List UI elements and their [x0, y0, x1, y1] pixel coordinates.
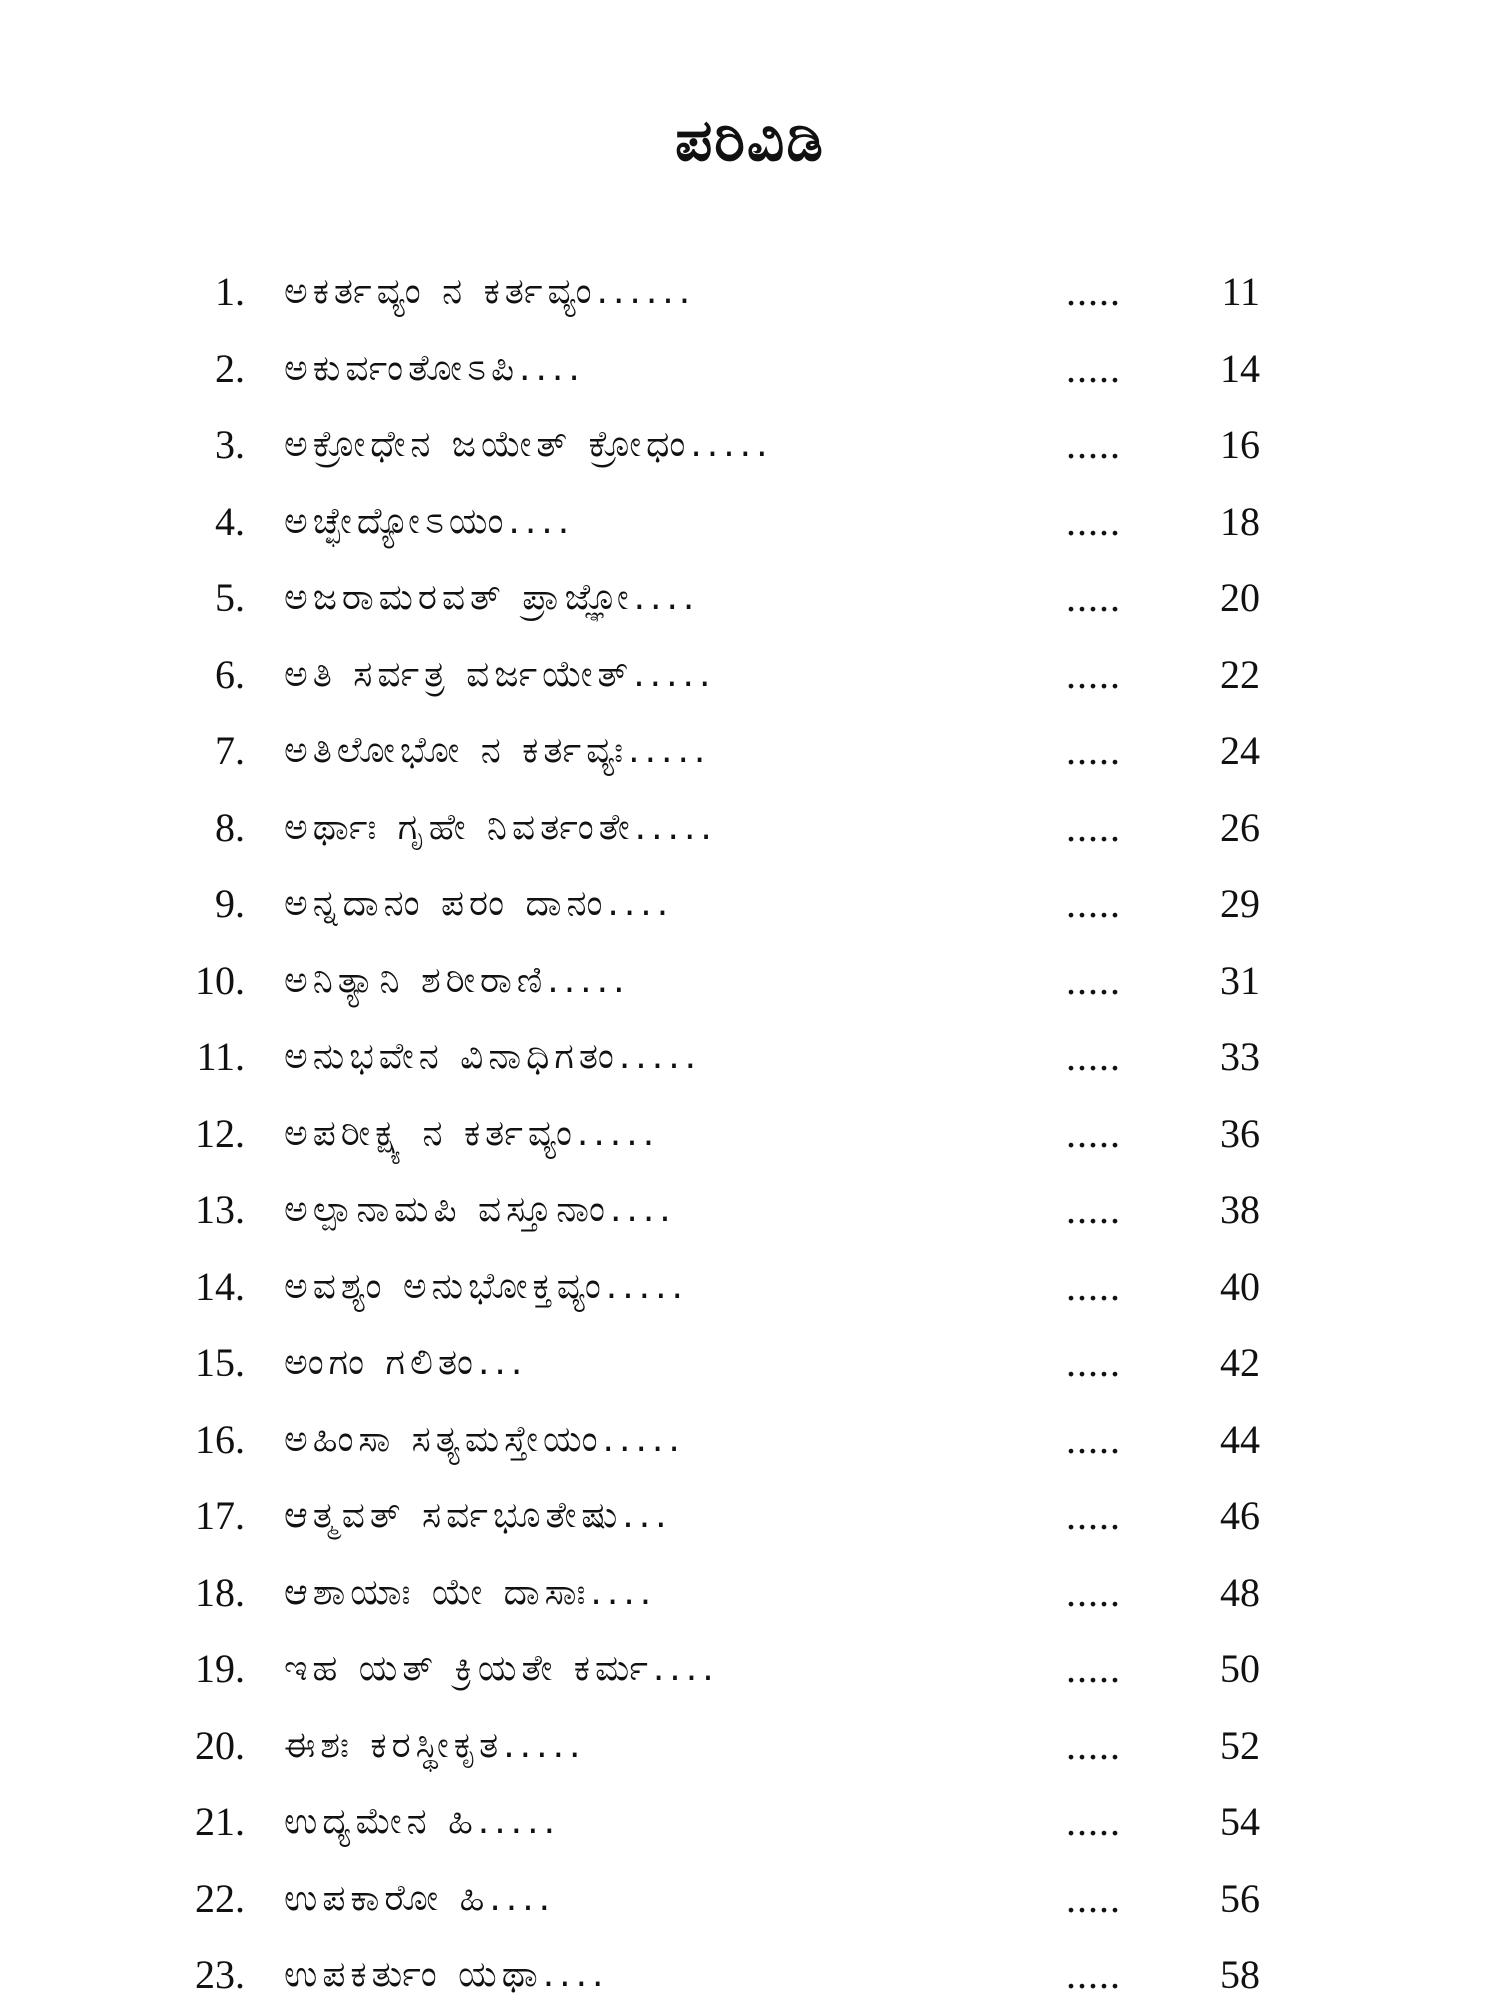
- entry-title: ಉಪಕರ್ತುಂ ಯಥಾ....: [284, 1954, 609, 1995]
- entry-title: ಅಪರೀಕ್ಷ್ಯ ನ ಕರ್ತವ್ಯಂ.....: [284, 1112, 660, 1154]
- entry-number: 7.: [215, 728, 245, 773]
- entry-page-number: 48: [1220, 1569, 1260, 1615]
- toc-entry[interactable]: [0, 639, 1500, 716]
- entry-page-number: 42: [1220, 1340, 1260, 1385]
- entry-number: 8.: [215, 804, 245, 850]
- entry-number: 5.: [215, 575, 245, 620]
- toc-entry[interactable]: [0, 792, 1500, 869]
- entry-number: 2.: [215, 345, 245, 391]
- entry-title: ಉದ್ಯಮೇನ ಹಿ.....: [284, 1801, 561, 1842]
- toc-entry[interactable]: [0, 868, 1500, 945]
- dot-leader: .....: [1066, 1416, 1121, 1462]
- entry-page-number: 14: [1220, 345, 1260, 391]
- entry-title: ಅತಿ ಸರ್ವತ್ರ ವರ್ಜಯೇತ್.....: [284, 653, 716, 695]
- dot-leader: .....: [1066, 1799, 1121, 1844]
- entry-title: ಆತ್ಮವತ್ ಸರ್ವಭೂತೇಷು...: [284, 1495, 672, 1536]
- page-title: ಪರಿವಿಡಿ: [675, 105, 825, 174]
- entry-title: ಅಕುರ್ವಂತೋಽಪಿ....: [284, 347, 585, 389]
- dot-leader: .....: [1066, 1187, 1121, 1232]
- entry-page-number: 52: [1220, 1722, 1260, 1768]
- entry-title: ಆಶಾಯಾಃ ಯೇ ದಾಸಾಃ....: [284, 1571, 657, 1613]
- entry-number: 1.: [215, 269, 245, 314]
- entry-title: ಅಕ್ರೋಧೇನ ಜಯೇತ್ ಕ್ರೋಧಂ.....: [284, 424, 773, 465]
- dot-leader: .....: [1066, 881, 1121, 926]
- dot-leader: .....: [1066, 1034, 1121, 1079]
- entry-number: 21.: [195, 1799, 245, 1844]
- dot-leader: .....: [1066, 1340, 1121, 1385]
- dot-leader: .....: [1066, 1569, 1121, 1615]
- toc-entry[interactable]: [0, 715, 1500, 792]
- toc-entry[interactable]: [0, 1786, 1500, 1863]
- toc-entry[interactable]: [0, 945, 1500, 1022]
- dot-leader: .....: [1066, 651, 1121, 697]
- entry-number: 3.: [215, 422, 245, 467]
- toc-entry[interactable]: [0, 1174, 1500, 1251]
- entry-title: ಅಕರ್ತವ್ಯಂ ನ ಕರ್ತವ್ಯಂ......: [284, 271, 696, 312]
- entry-number: 16.: [195, 1416, 245, 1462]
- table-of-contents: [0, 256, 1500, 2016]
- entry-title: ಅನಿತ್ಯಾನಿ ಶರೀರಾಣಿ.....: [284, 959, 630, 1001]
- toc-entry[interactable]: [0, 1480, 1500, 1557]
- entry-title: ಇಹ ಯತ್ ಕ್ರಿಯತೇ ಕರ್ಮ....: [284, 1648, 719, 1689]
- toc-entry[interactable]: [0, 256, 1500, 333]
- entry-page-number: 33: [1220, 1034, 1260, 1079]
- dot-leader: .....: [1066, 804, 1121, 850]
- entry-title: ಅವಶ್ಯಂ ಅನುಭೋಕ್ತವ್ಯಂ.....: [284, 1265, 688, 1307]
- toc-entry[interactable]: [0, 1939, 1500, 2016]
- entry-number: 17.: [195, 1493, 245, 1538]
- entry-number: 6.: [215, 651, 245, 697]
- entry-page-number: 18: [1220, 498, 1260, 544]
- entry-page-number: 22: [1220, 651, 1260, 697]
- entry-title: ಅಚ್ಛೇದ್ಯೋಽಯಂ....: [284, 500, 575, 542]
- entry-title: ಅಹಿಂಸಾ ಸತ್ಯಮಸ್ತೇಯಂ.....: [284, 1418, 685, 1460]
- entry-number: 23.: [195, 1952, 245, 1997]
- entry-number: 9.: [215, 881, 245, 926]
- entry-page-number: 58: [1220, 1952, 1260, 1997]
- dot-leader: .....: [1066, 1952, 1121, 1997]
- entry-page-number: 16: [1220, 422, 1260, 467]
- entry-number: 15.: [195, 1340, 245, 1385]
- entry-title: ಉಪಕಾರೋ ಹಿ....: [284, 1877, 556, 1919]
- dot-leader: .....: [1066, 345, 1121, 391]
- toc-entry[interactable]: [0, 1327, 1500, 1404]
- entry-number: 14.: [195, 1263, 245, 1309]
- entry-page-number: 11: [1221, 269, 1260, 314]
- dot-leader: .....: [1066, 1875, 1121, 1921]
- entry-page-number: 24: [1220, 728, 1260, 773]
- entry-title: ಅನ್ನದಾನಂ ಪರಂ ದಾನಂ....: [284, 883, 674, 924]
- toc-entry[interactable]: [0, 1557, 1500, 1634]
- entry-page-number: 54: [1220, 1799, 1260, 1844]
- dot-leader: .....: [1066, 1110, 1121, 1156]
- toc-entry[interactable]: [0, 1710, 1500, 1787]
- entry-title: ಅಜರಾಮರವತ್ ಪ್ರಾಜ್ಞೋ....: [284, 577, 700, 618]
- dot-leader: .....: [1066, 1722, 1121, 1768]
- toc-entry[interactable]: [0, 1251, 1500, 1328]
- toc-entry[interactable]: [0, 333, 1500, 410]
- entry-page-number: 29: [1220, 881, 1260, 926]
- toc-entry[interactable]: [0, 1633, 1500, 1710]
- entry-page-number: 26: [1220, 804, 1260, 850]
- entry-title: ಅತಿಲೋಭೋ ನ ಕರ್ತವ್ಯಃ.....: [284, 730, 711, 771]
- entry-page-number: 46: [1220, 1493, 1260, 1538]
- entry-page-number: 20: [1220, 575, 1260, 620]
- entry-number: 22.: [195, 1875, 245, 1921]
- dot-leader: .....: [1066, 1646, 1121, 1691]
- toc-entry[interactable]: [0, 1863, 1500, 1940]
- dot-leader: .....: [1066, 728, 1121, 773]
- entry-title: ಅನುಭವೇನ ವಿನಾಧಿಗತಂ.....: [284, 1036, 702, 1077]
- entry-page-number: 44: [1220, 1416, 1260, 1462]
- entry-title: ಈಶಃ ಕರಸ್ಥೀಕೃತ.....: [284, 1724, 586, 1766]
- dot-leader: .....: [1066, 575, 1121, 620]
- entry-number: 4.: [215, 498, 245, 544]
- entry-page-number: 40: [1220, 1263, 1260, 1309]
- entry-title: ಅರ್ಥಾಃ ಗೃಹೇ ನಿವರ್ತಂತೇ.....: [284, 806, 717, 848]
- dot-leader: .....: [1066, 269, 1121, 314]
- entry-page-number: 38: [1220, 1187, 1260, 1232]
- entry-number: 20.: [195, 1722, 245, 1768]
- dot-leader: .....: [1066, 498, 1121, 544]
- entry-number: 10.: [195, 957, 245, 1003]
- entry-number: 12.: [195, 1110, 245, 1156]
- dot-leader: .....: [1066, 1263, 1121, 1309]
- dot-leader: .....: [1066, 1493, 1121, 1538]
- toc-entry[interactable]: [0, 409, 1500, 486]
- entry-title: ಅಂಗಂ ಗಲಿತಂ...: [284, 1342, 528, 1383]
- toc-entry[interactable]: [0, 486, 1500, 563]
- toc-entry[interactable]: [0, 1098, 1500, 1175]
- entry-number: 18.: [195, 1569, 245, 1615]
- dot-leader: .....: [1066, 957, 1121, 1003]
- entry-title: ಅಲ್ಪಾನಾಮಪಿ ವಸ್ತೂನಾಂ....: [284, 1189, 676, 1230]
- entry-page-number: 50: [1220, 1646, 1260, 1691]
- entry-number: 19.: [195, 1646, 245, 1691]
- entry-page-number: 36: [1220, 1110, 1260, 1156]
- toc-entry[interactable]: [0, 1404, 1500, 1481]
- entry-page-number: 56: [1220, 1875, 1260, 1921]
- entry-number: 11.: [196, 1034, 245, 1079]
- toc-entry[interactable]: [0, 562, 1500, 639]
- dot-leader: .....: [1066, 422, 1121, 467]
- entry-number: 13.: [195, 1187, 245, 1232]
- entry-page-number: 31: [1220, 957, 1260, 1003]
- toc-entry[interactable]: [0, 1021, 1500, 1098]
